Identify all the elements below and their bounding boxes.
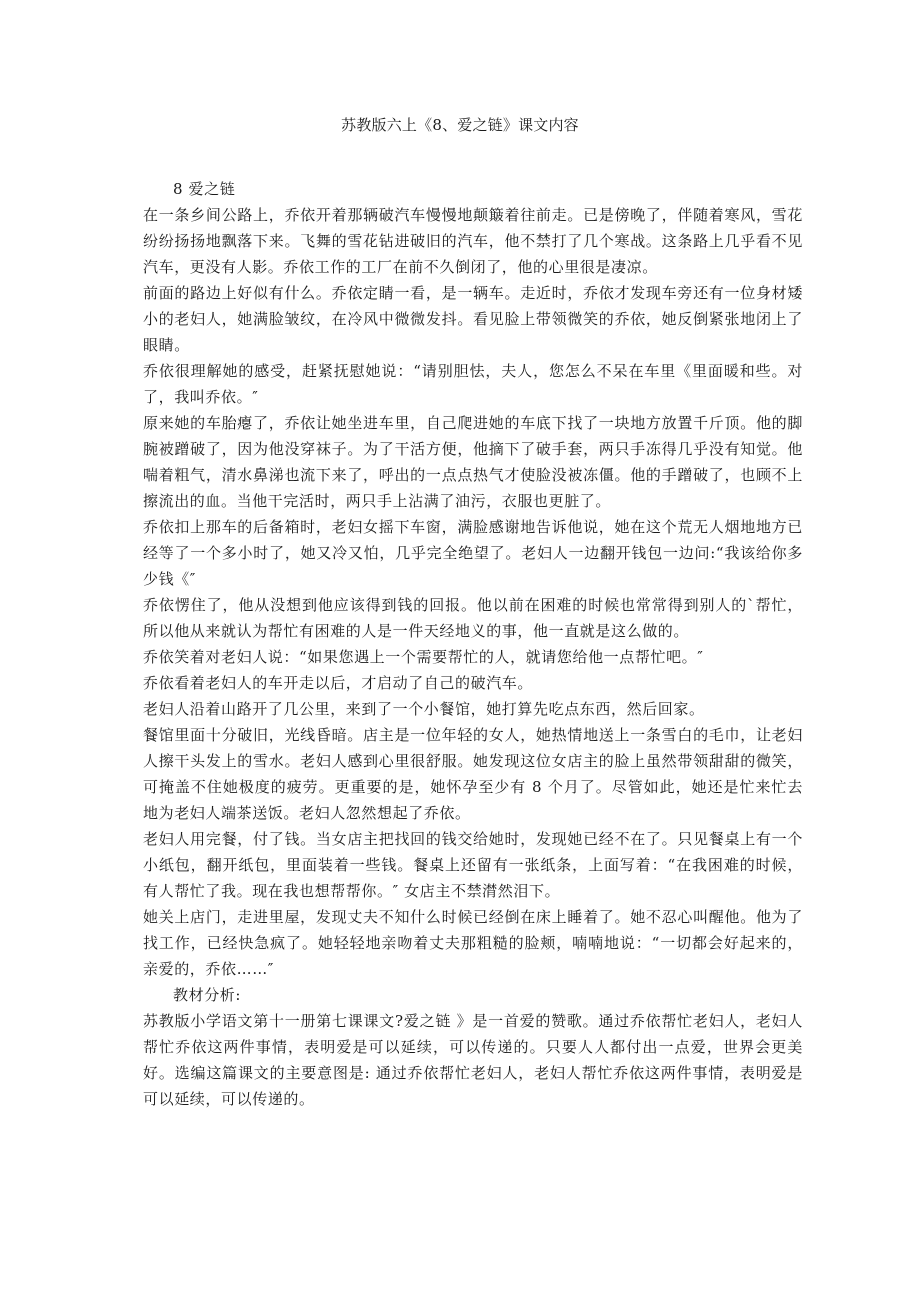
paragraph: 前面的路边上好似有什么。乔依定睛一看，是一辆车。走近时，乔依才发现车旁还有一位身材矮小的老妇人，她满脸皱纹，在冷风中微微发抖。看见脸上带领微笑的乔依，她反倒紧张地闭上了眼睛。: [143, 284, 803, 354]
analysis-paragraph: 苏教版小学语文第十一册第七课课文?爱之链 》是一首爱的赞歌。通过乔依帮忙老妇人，老妇人帮忙乔依这两件事情，表明爱是可以延续，可以传递的。只要人人都付出一点爱，世界会更美好。选编这篇课文的主要意图是: 通过乔依帮忙老妇人，老妇人帮忙乔依这两件事情，表明爱是可以延续，可以传递的。: [143, 1012, 803, 1108]
lesson-heading: 8 爱之链: [173, 180, 236, 198]
analysis-heading: 教材分析:: [173, 986, 242, 1004]
paragraph: 乔依扣上那车的后备箱时，老妇女摇下车窗，满脸感谢地告诉他说，她在这个荒无人烟地地方已经等了一个多小时了，她又冷又怕，几乎完全绝望了。老妇人一边翻开钱包一边问:“我该给你多少钱《″: [143, 518, 803, 588]
paragraph: 餐馆里面十分破旧，光线昏暗。店主是一位年轻的女人，她热情地送上一条雪白的毛巾，让老妇人擦干头发上的雪水。老妇人感到心里很舒服。她发现这位女店主的脸上虽然带领甜甜的微笑，可掩盖不住她极度的疲劳。更重要的是，她怀孕至少有 8 个月了。尽管如此，她还是忙来忙去地为老妇人端茶送饭。老妇人忽然想起了乔依。: [143, 726, 803, 822]
paragraph: 乔依笑着对老妇人说：“如果您遇上一个需要帮忙的人，就请您给他一点帮忙吧。″: [143, 648, 704, 666]
paragraph: 她关上店门，走进里屋，发现丈夫不知什么时候已经倒在床上睡着了。她不忍心叫醒他。他为了找工作，已经快急疯了。她轻轻地亲吻着丈夫那粗糙的脸颊，喃喃地说：“一切都会好起来的，亲爱的，乔依……″: [143, 908, 803, 978]
document-body: [143, 176, 803, 1112]
paragraph: 乔依看着老妇人的车开走以后，才启动了自己的破汽车。: [143, 674, 534, 692]
paragraph: 在一条乡间公路上，乔依开着那辆破汽车慢慢地颠簸着往前走。已是傍晚了，伴随着寒风，雪花纷纷扬扬地飘落下来。飞舞的雪花钻进破旧的汽车，他不禁打了几个寒战。这条路上几乎看不见汽车，更没有人影。乔依工作的工厂在前不久倒闭了，他的心里很是凄凉。: [143, 206, 803, 276]
paragraph: 乔依愣住了，他从没想到他应该得到钱的回报。他以前在困难的时候也常常得到别人的`帮忙，所以他从来就认为帮忙有困难的人是一件天经地义的事，他一直就是这么做的。: [143, 596, 803, 640]
paragraph: 原来她的车胎瘪了，乔依让她坐进车里，自己爬进她的车底下找了一块地方放置千斤顶。他的脚腕被蹭破了，因为他没穿袜子。为了干活方便，他摘下了破手套，两只手冻得几乎没有知觉。他喘着粗气，清水鼻涕也流下来了，呼出的一点点热气才使脸没被冻僵。他的手蹭破了，也顾不上擦流出的血。当他干完活时，两只手上沾满了油污，衣服也更脏了。: [143, 414, 803, 510]
document-title: 苏教版六上《8、爱之链》课文内容: [341, 116, 579, 134]
paragraph: 老妇人沿着山路开了几公里，来到了一个小餐馆，她打算先吃点东西，然后回家。: [143, 700, 705, 718]
paragraph: 乔依很理解她的感受，赶紧抚慰她说：“请别胆怯，夫人，您怎么不呆在车里《里面暖和些。对了，我叫乔依。″: [143, 362, 803, 406]
paragraph: 老妇人用完餐，付了钱。当女店主把找回的钱交给她时，发现她已经不在了。只见餐桌上有一个小纸包，翻开纸包，里面装着一些钱。餐桌上还留有一张纸条，上面写着：“在我困难的时候，有人帮忙了我。现在我也想帮帮你。″ 女店主不禁潸然泪下。: [143, 830, 803, 900]
